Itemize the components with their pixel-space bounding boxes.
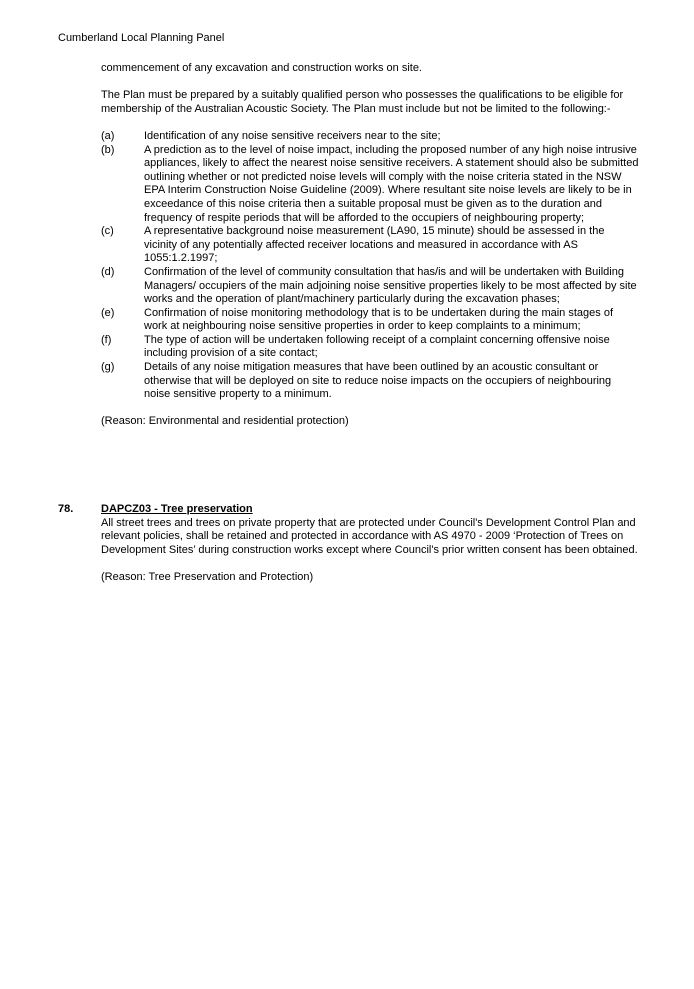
intro-line: commencement of any excavation and construction works on site. — [101, 62, 422, 74]
spacer — [101, 76, 639, 90]
list-item-label: (c) — [101, 225, 114, 238]
condition-text: All street trees and trees on private property that are protected under Council's Development Control Plan and relevant policies, shall be retained and protected in accordance with AS 4970 - 2009 ‘Protection of Trees on Development Sites’ during construction works except where Council's prior written consent has been obtained. — [101, 516, 638, 556]
requirements-list — [101, 130, 639, 402]
list-item — [101, 334, 639, 361]
spacer — [101, 557, 639, 571]
list-item-label: (d) — [101, 265, 115, 278]
list-item-text: A prediction as to the level of noise impact, including the proposed number of any high noise intrusive appliances, likely to affect the nearest noise sensitive receivers. A statement should also be submitted outlining whether or not predicted noise levels will comply with the noise criteria stated in the NSW EPA Interim Construction Noise Guideline (2009). Where resultant site noise levels are likely to be in exceedance of this noise criteria then a suitable proposal must be given as to the duration and frequency of respite periods that will be afforded to the occupiers of neighbouring property; — [144, 143, 639, 224]
list-item-label: (f) — [101, 333, 112, 346]
condition-content — [101, 503, 639, 585]
list-item-label: (b) — [101, 143, 115, 156]
list-item-text: A representative background noise measurement (LA90, 15 minute) should be assessed in the vicinity of any potentially affected receiver locations and measured in accordance with AS 1055:1.2.1997; — [144, 225, 605, 265]
condition-78 — [58, 503, 639, 585]
list-item-label: (g) — [101, 361, 115, 374]
page-header: Cumberland Local Planning Panel — [58, 32, 225, 44]
list-item-text: Confirmation of the level of community consultation that has/is and will be undertaken with Building Managers/ occupiers of the main adjoining noise sensitive properties likely to be most affected by site works and the operation of plant/machinery particularly during the excavation phases; — [144, 265, 637, 306]
list-item — [101, 225, 639, 266]
list-item-label: (a) — [101, 129, 115, 142]
intro-paragraph: The Plan must be prepared by a suitably qualified person who possesses the qualifications to be eligible for membership of the Australian Acoustic Society. The Plan must include but not be limited to the following:- — [101, 89, 624, 115]
condition-title: DAPCZ03 - Tree preservation — [101, 503, 253, 515]
condition-body — [101, 62, 639, 429]
list-item-text: Details of any noise mitigation measures that have been outlined by an acoustic consultant or otherwise that will be deployed on site to reduce noise impacts on the occupiers of neighbouring noise sensitive property to a minimum. — [144, 361, 612, 401]
list-item-label: (e) — [101, 306, 115, 319]
list-item-text: Identification of any noise sensitive receivers near to the site; — [144, 129, 441, 142]
list-item — [101, 144, 639, 226]
list-item — [101, 307, 639, 334]
list-item — [101, 361, 639, 402]
reason-text: (Reason: Environmental and residential protection) — [101, 415, 349, 428]
list-item — [101, 266, 639, 307]
list-item-text: The type of action will be undertaken following receipt of a complaint concerning offensive noise including provision of a site contact; — [144, 333, 610, 360]
reason-text: (Reason: Tree Preservation and Protection) — [101, 570, 314, 583]
list-item-text: Confirmation of noise monitoring methodology that is to be undertaken during the main stages of work at neighbouring noise sensitive properties in order to keep complaints to a minimum; — [144, 306, 613, 333]
spacer — [101, 116, 639, 130]
list-item — [101, 130, 639, 144]
spacer — [101, 402, 639, 416]
condition-number: 78. — [58, 503, 74, 515]
